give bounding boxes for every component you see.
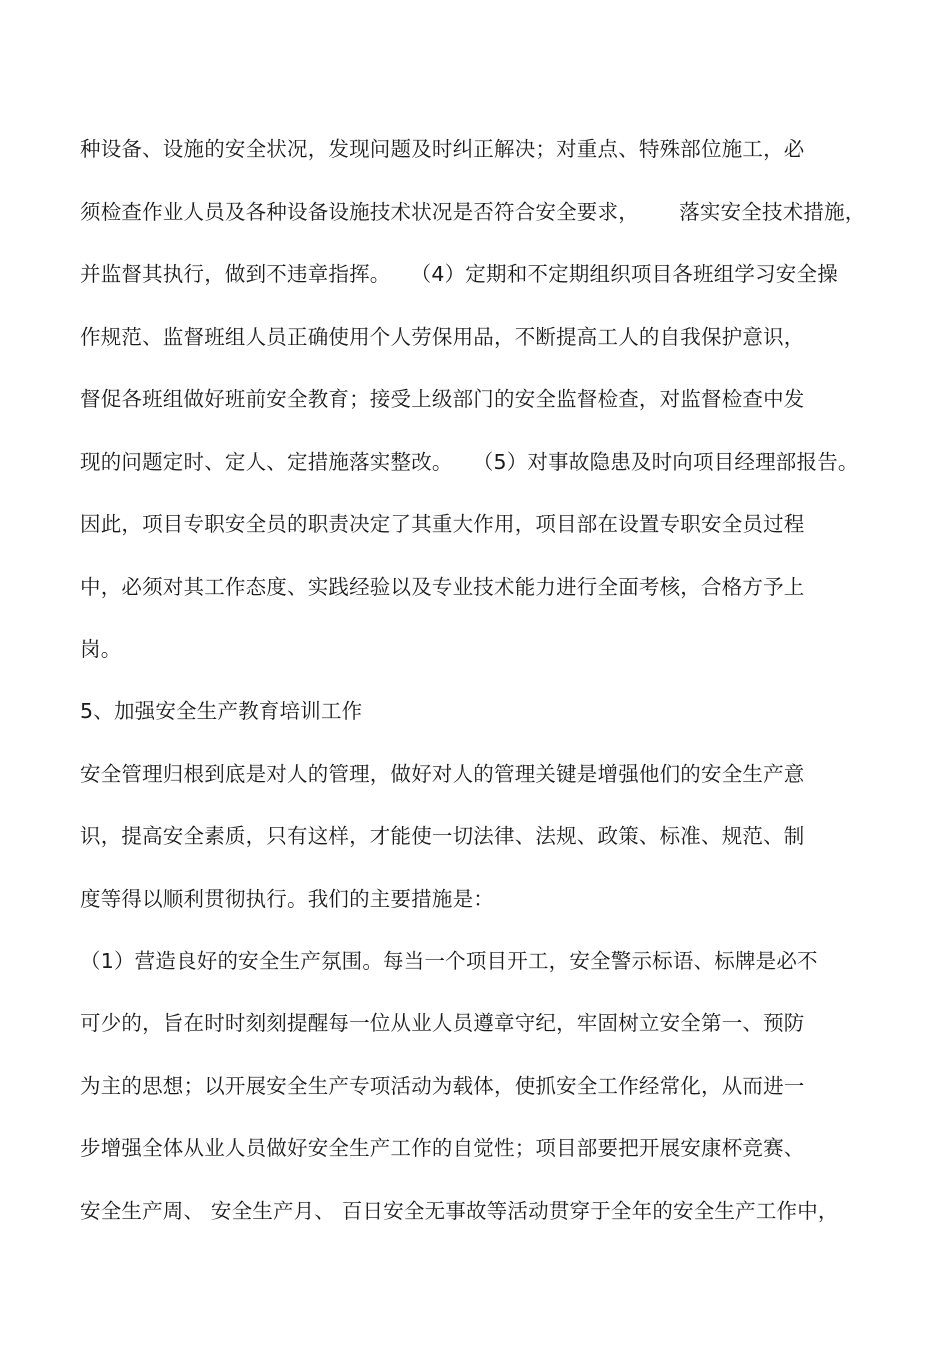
section-heading: 5、加强安全生产教育培训工作	[80, 699, 363, 723]
text-line: 现的问题定时、定人、定措施落实整改。 （5）对事故隐患及时向项目经理部报告。	[80, 450, 859, 474]
text-line: 识，提高安全素质，只有这样，才能使一切法律、法规、政策、标准、规范、制	[80, 824, 805, 848]
text-line: 因此，项目专职安全员的职责决定了其重大作用，项目部在设置专职安全员过程	[80, 512, 805, 536]
text-line: 并监督其执行，做到不违章指挥。 （4）定期和不定期组织项目各班组学习安全操	[80, 262, 838, 286]
text-line: 种设备、设施的安全状况，发现问题及时纠正解决；对重点、特殊部位施工，必	[80, 137, 805, 161]
text-line: 度等得以顺利贯彻执行。我们的主要措施是：	[80, 887, 494, 911]
text-line: 安全生产周、 安全生产月、 百日安全无事故等活动贯穿于全年的安全生产工作中，	[80, 1199, 839, 1223]
text-line: 为主的思想；以开展安全生产专项活动为载体，使抓安全工作经常化，从而进一	[80, 1074, 805, 1098]
text-line: 须检查作业人员及各种设备设施技术状况是否符合安全要求， 落实安全技术措施，	[80, 200, 866, 224]
text-line: 督促各班组做好班前安全教育；接受上级部门的安全监督检查，对监督检查中发	[80, 387, 805, 411]
text-line: 步增强全体从业人员做好安全生产工作的自觉性；项目部要把开展安康杯竞赛、	[80, 1136, 805, 1160]
text-line: （1）营造良好的安全生产氛围。每当一个项目开工，安全警示标语、标牌是必不	[80, 949, 818, 973]
text-line: 岗。	[80, 637, 122, 661]
text-line: 可少的，旨在时时刻刻提醒每一位从业人员遵章守纪，牢固树立安全第一、预防	[80, 1011, 805, 1035]
text-line: 中，必须对其工作态度、实践经验以及专业技术能力进行全面考核，合格方予上	[80, 575, 805, 599]
text-line: 作规范、监督班组人员正确使用个人劳保用品，不断提高工人的自我保护意识，	[80, 325, 805, 349]
text-line: 安全管理归根到底是对人的管理，做好对人的管理关键是增强他们的安全生产意	[80, 762, 805, 786]
